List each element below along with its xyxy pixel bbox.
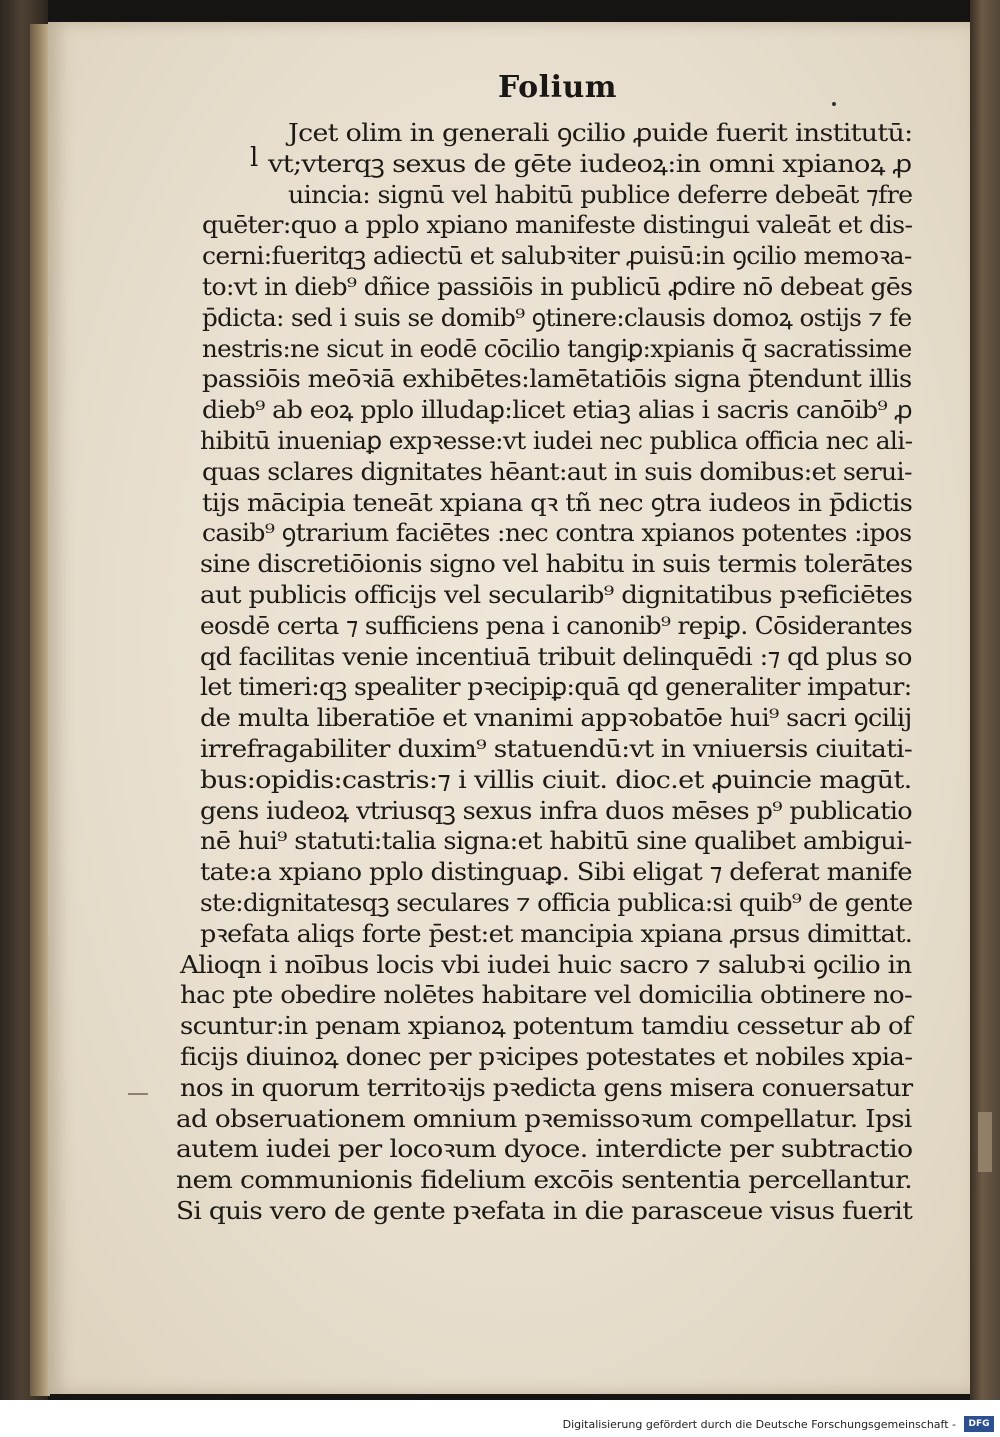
page-edge [30,24,50,1396]
text-line: aut publicis officijs vel secularib⁹ dignitatibus pꝛeficiētes [200,581,913,609]
initial-guide-letter: l [250,143,259,173]
text-line: nē hui⁹ statuti:talia signa:et habitū sine qualibet ambigui‐ [200,827,912,856]
text-line: nos in quorum territoꝛijs pꝛedicta gens misera conuersatur [180,1073,913,1102]
text-line: passiōis meōꝛiā exhibētes:lamētatiōis signa p̄tendunt illis [202,365,912,394]
text-line: tate:a xpiano pplo distinguaꝑ. Sibi eligat ⁊ deferat manife [200,858,912,887]
page-header: Folium [498,70,618,105]
text-line: qd facilitas venie incentiuā tribuit delinquēdi :⁊ qd plus so [200,642,912,671]
dfg-logo[interactable]: DFG [964,1416,994,1432]
text-line: Jcet olim in generali ꝯcilio ꝓuide fuerit institutū: [288,119,913,147]
text-line: pꝛefata aliqs forte p̄est:et mancipia xpiana ꝓrsus dimittat. [200,919,913,948]
text-line: nestris:ne sicut in eodē cōcilio tangiꝑ:xpianis q̄ sacratissime [202,334,912,363]
text-line: let timeri:qꝫ spealiter pꝛecipiꝑ:quā qd generaliter impatur: [200,673,912,702]
text-line: eosdē certa ⁊ sufficiens pena i canonib⁹ repiꝑ. Cōsiderantes [200,611,913,640]
text-line: autem iudei per locoꝛum dyoce. interdicte per subtractio [176,1135,913,1164]
text-line: cerni:fueritqꝫ adiectū et salubꝛiter ꝓuisū:in ꝯcilio memoꝛa‐ [202,242,912,271]
text-line: uincia: signū vel habitū publice deferre debeāt ⁊fre [288,180,913,209]
text-line: dieb⁹ ab eoꝝ pplo illudaꝑ:licet etiaꝫ alias i sacris canōib⁹ ꝓ [202,396,913,425]
header-dot [832,102,836,106]
text-line: irrefragabiliter duxim⁹ statuendū:vt in vniuersis ciuitati‐ [200,735,913,763]
text-line: tijs mācipia teneāt xpiana qꝛ tñ nec ꝯtra iudeos in p̄dictis [202,488,913,517]
text-line: vt;vterqꝫ sexus de gēte iudeoꝝ:in omni xpianoꝝ ꝓ [268,149,912,178]
text-line: gens iudeoꝝ vtriusqꝫ sexus infra duos mēses p⁹ publicatio [200,796,913,825]
margin-mark [128,1093,148,1095]
text-line: quēter:quo a pplo xpiano manifeste distingui valeāt et dis‐ [202,211,913,240]
text-line: quas sclares dignitates hēant:aut in suis domibus:et serui‐ [202,457,912,486]
text-line: hibitū inueniaꝑ expꝛesse:vt iudei nec publica officia nec ali‐ [200,427,913,455]
text-line: ste:dignitatesqꝫ seculares ⁊ officia publica:si quib⁹ de gente [200,889,913,917]
book-binding-right [970,0,1000,1400]
text-line: bus:opidis:castris:⁊ i villis ciuit. dioc.et ꝓuincie magūt. [200,765,912,794]
text-line: ad obseruationem omnium pꝛemissoꝛum compellatur. Ipsi [176,1104,912,1133]
text-line: Si quis vero de gente pꝛefata in die parasceue visus fuerit [176,1197,913,1225]
text-line: nem communionis fidelium excōis sententia percellantur. [176,1166,913,1195]
text-line: Alioqn i noībus locis vbi iudei huic sacro ⁊ salubꝛi ꝯcilio in [180,950,912,979]
funding-notice: Digitalisierung gefördert durch die Deutsche Forschungsgemeinschaft - [562,1418,956,1431]
text-line: sine discretiōionis signo vel habitu in suis termis tolerātes [200,550,913,579]
text-line: de multa liberatiōe et vnanimi appꝛobatōe hui⁹ sacri ꝯcilij [200,704,912,733]
text-line: scuntur:in penam xpianoꝝ potentum tamdiu cessetur ab of [180,1012,912,1041]
text-line: p̄dicta: sed i suis se domib⁹ ꝯtinere:clausis domoꝝ ostijs ⁊ fe [202,303,912,332]
text-line: ficijs diuinoꝝ donec per pꝛicipes potestates et nobiles xpia‐ [180,1043,913,1071]
text-line: casib⁹ ꝯtrarium faciētes :nec contra xpianos potentes :ipos [202,519,912,548]
text-line: to:vt in dieb⁹ dñice passiōis in publicū ꝓdire nō debeat gēs [202,273,913,301]
text-line: hac pte obedire nolētes habitare vel domicilia obtinere no‐ [180,981,913,1010]
page-flag [978,1112,992,1172]
